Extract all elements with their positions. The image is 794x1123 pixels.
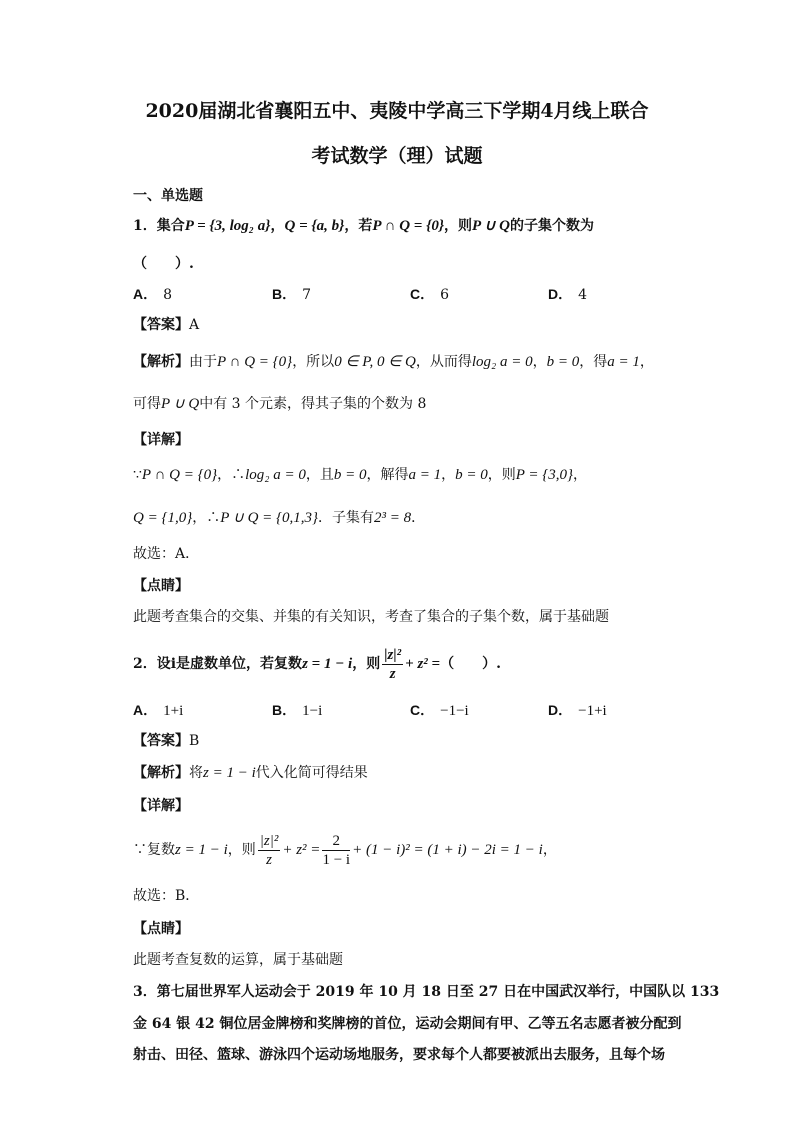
option-text: 4 bbox=[578, 287, 588, 303]
option-text: 7 bbox=[302, 287, 312, 303]
fraction-numerator: |z|² bbox=[259, 832, 279, 849]
formula: 2³ = 8 bbox=[374, 510, 412, 526]
q2-detail bbox=[133, 830, 557, 870]
q2-option-c bbox=[410, 700, 469, 721]
option-text: −1+i bbox=[578, 703, 607, 719]
text: ，∴ bbox=[217, 467, 246, 483]
formula: 0 ∈ P, 0 ∈ Q bbox=[334, 354, 416, 370]
formula: Q = {1,0} bbox=[133, 510, 193, 526]
formula: P ∩ Q = {0} bbox=[141, 467, 218, 483]
q1-option-c bbox=[410, 284, 449, 305]
text: ，所以 bbox=[292, 354, 335, 370]
formula: P = {3,0} bbox=[515, 467, 574, 483]
q1-mid: ，若 bbox=[344, 218, 373, 234]
formula: b = 0 bbox=[546, 354, 580, 370]
fraction-denominator: 1 − i bbox=[322, 851, 351, 868]
q3-stem-line-3: 射击、田径、篮球、游泳四个运动场地服务，要求每个人都要被派出去服务，且每个场 bbox=[133, 1047, 665, 1063]
option-label: C． bbox=[410, 286, 435, 302]
q1-sep: ， bbox=[270, 218, 285, 234]
formula: a = 1 bbox=[607, 354, 640, 370]
q1-prefix: 1．集合 bbox=[133, 218, 185, 234]
q1-detail-line-1 bbox=[133, 465, 587, 485]
q2-detail-tag: 【详解】 bbox=[133, 798, 189, 814]
q2-option-a bbox=[133, 700, 183, 721]
option-text: 6 bbox=[440, 287, 450, 303]
q1-option-a bbox=[133, 284, 172, 305]
q2-detail-fraction bbox=[258, 832, 281, 869]
analysis-tag: 【解析】 bbox=[133, 354, 189, 370]
formula: + z² = bbox=[282, 842, 321, 858]
text: ，则 bbox=[487, 467, 516, 483]
formula: b = 0 bbox=[455, 467, 488, 483]
text: 由于 bbox=[189, 354, 217, 370]
q2-analysis bbox=[133, 763, 368, 783]
formula: z = 1 − i bbox=[175, 842, 228, 858]
text: ，∴ bbox=[192, 510, 221, 526]
q2-stem bbox=[133, 644, 501, 684]
option-label: C． bbox=[410, 702, 435, 718]
option-text: 1−i bbox=[302, 703, 323, 719]
exam-title-line-2: 考试数学（理）试题 bbox=[311, 145, 483, 167]
q1-mid2: ，则 bbox=[444, 218, 473, 234]
formula: z = 1 − i bbox=[302, 656, 353, 672]
text: ，且 bbox=[305, 467, 334, 483]
option-text: −1−i bbox=[440, 703, 469, 719]
formula: log₂ a = 0 bbox=[471, 354, 533, 370]
q1-analysis-line-2 bbox=[133, 394, 426, 414]
q1-detail-line-2 bbox=[133, 508, 425, 528]
q2-choose: 故选：B． bbox=[133, 888, 200, 904]
formula: P ∪ Q bbox=[161, 396, 200, 412]
q3-stem-line-2: 金 64 银 42 铜位居金牌榜和奖牌榜的首位，运动会期间有甲、乙等五名志愿者被分配到 bbox=[133, 1016, 682, 1032]
text: 将 bbox=[189, 765, 203, 781]
option-label: D． bbox=[548, 702, 573, 718]
formula: + (1 − i)² = (1 + i) − 2i = 1 − i bbox=[352, 842, 543, 858]
q1-set-q: Q = {a, b} bbox=[284, 218, 345, 234]
option-label: D． bbox=[548, 286, 573, 302]
formula: + z² = bbox=[405, 656, 441, 672]
q1-comment: 此题考查集合的交集、并集的有关知识，考查了集合的子集个数，属于基础题 bbox=[133, 609, 609, 625]
text: ，从而得 bbox=[415, 354, 472, 370]
q2-answer bbox=[133, 731, 199, 751]
fraction-denominator: z bbox=[389, 665, 396, 682]
section-heading: 一、单选题 bbox=[133, 188, 203, 204]
q2-detail-fraction-2 bbox=[322, 832, 350, 869]
q3-stem-line-1: 3．第七届世界军人运动会于 2019 年 10 月 18 日至 27 日在中国武汉举行，中国队以 133 bbox=[133, 984, 720, 1000]
q2-comment: 此题考查复数的运算，属于基础题 bbox=[133, 952, 343, 968]
option-label: A． bbox=[133, 702, 158, 718]
q1-stem bbox=[133, 216, 594, 236]
q2-option-b bbox=[272, 700, 322, 721]
fraction-numerator: |z|² bbox=[384, 646, 402, 663]
q1-detail-tag: 【详解】 bbox=[133, 432, 189, 448]
text: ∵复数 bbox=[133, 842, 175, 858]
q2-option-d bbox=[548, 700, 607, 721]
q1-set-p: P = {3, log₂ a} bbox=[184, 218, 271, 234]
text: 可得 bbox=[133, 396, 161, 412]
formula: P ∪ Q = {0,1,3} bbox=[220, 510, 319, 526]
formula: z = 1 − i bbox=[203, 765, 256, 781]
q1-option-b bbox=[272, 284, 311, 305]
q1-comment-tag: 【点睛】 bbox=[133, 578, 189, 594]
text: ． bbox=[411, 510, 426, 526]
text: ．子集有 bbox=[318, 510, 375, 526]
text: ，解得 bbox=[366, 467, 409, 483]
text: ， bbox=[639, 354, 654, 370]
q1-choose: 故选：A． bbox=[133, 546, 200, 562]
formula: b = 0 bbox=[333, 467, 367, 483]
answer-tag: 【答案】 bbox=[133, 317, 189, 333]
text: ，则 bbox=[352, 656, 381, 672]
analysis-tag: 【解析】 bbox=[133, 765, 189, 781]
text: ，得 bbox=[579, 354, 608, 370]
q2-prefix: 2．设i是虚数单位，若复数 bbox=[133, 656, 303, 672]
q1-condition: P ∩ Q = {0} bbox=[372, 218, 445, 234]
answer-tag: 【答案】 bbox=[133, 733, 189, 749]
q1-analysis-line-1 bbox=[133, 352, 654, 372]
option-text: 8 bbox=[163, 287, 173, 303]
option-label: B． bbox=[272, 702, 297, 718]
q1-union: P ∪ Q bbox=[472, 218, 510, 234]
text: 中有 3 个元素，得其子集的个数为 8 bbox=[199, 396, 427, 412]
q1-tail: 的子集个数为 bbox=[509, 218, 594, 234]
text: ， bbox=[441, 467, 456, 483]
answer-value: B bbox=[189, 733, 200, 749]
text: （ ）. bbox=[440, 656, 501, 672]
q2-fraction bbox=[382, 646, 403, 683]
formula: log₂ a = 0 bbox=[245, 467, 306, 483]
q1-paren: （ ）. bbox=[133, 256, 194, 272]
text: ， bbox=[532, 354, 547, 370]
option-label: A． bbox=[133, 286, 158, 302]
option-text: 1+i bbox=[163, 703, 184, 719]
text: ， bbox=[573, 467, 588, 483]
text: ∵ bbox=[133, 467, 142, 483]
text: ， bbox=[542, 842, 557, 858]
text: ，则 bbox=[227, 842, 256, 858]
formula: P ∩ Q = {0} bbox=[217, 354, 293, 370]
exam-title-line-1: 2020届湖北省襄阳五中、夷陵中学高三下学期4月线上联合 bbox=[145, 100, 649, 122]
text: 代入化简可得结果 bbox=[255, 765, 368, 781]
q1-option-d bbox=[548, 284, 587, 305]
option-label: B． bbox=[272, 286, 297, 302]
fraction-numerator: 2 bbox=[322, 832, 350, 851]
answer-value: A bbox=[189, 317, 200, 333]
q2-comment-tag: 【点睛】 bbox=[133, 921, 189, 937]
formula: a = 1 bbox=[408, 467, 442, 483]
fraction-denominator: z bbox=[266, 851, 272, 868]
q1-answer bbox=[133, 315, 199, 335]
